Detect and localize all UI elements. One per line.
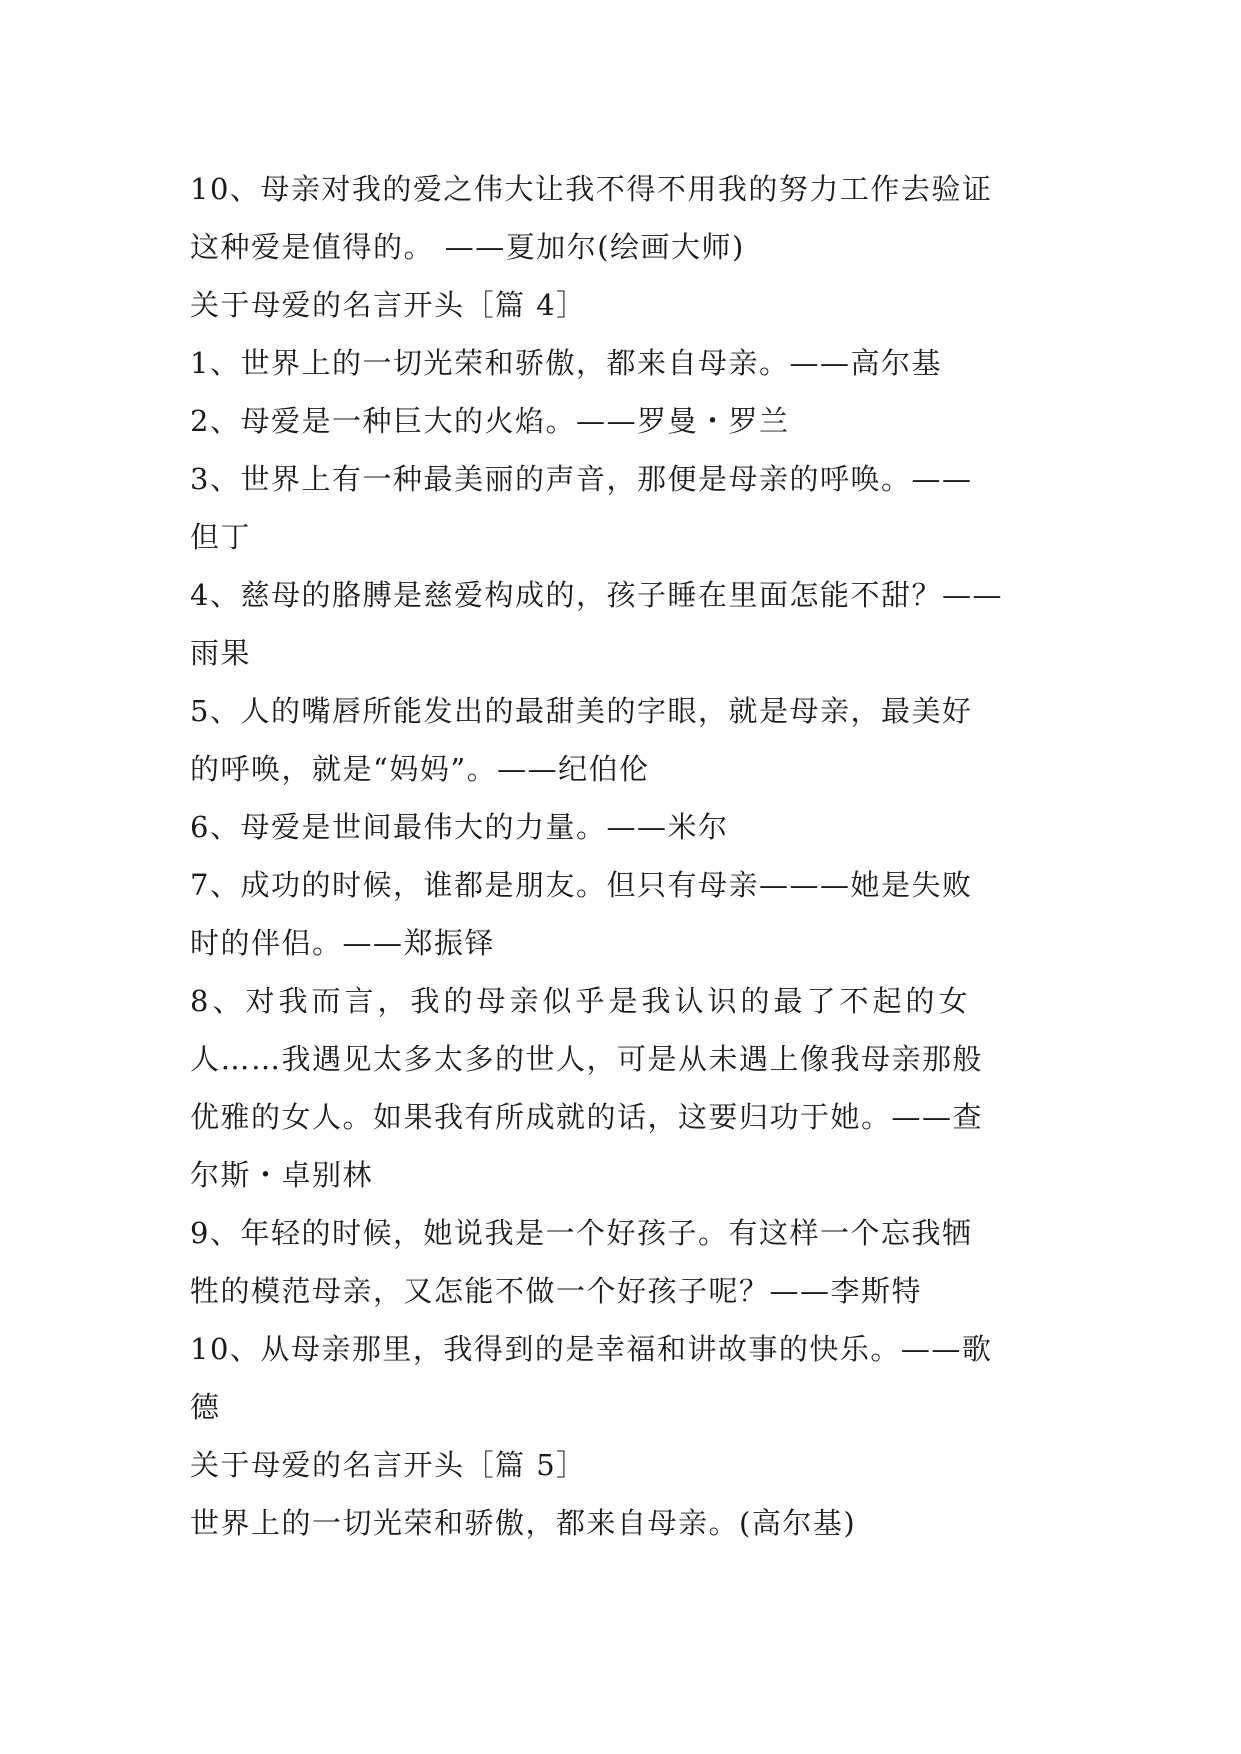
text-line: 人……我遇见太多太多的世人，可是从未遇上像我母亲那般: [190, 1042, 984, 1076]
text-line: 的呼唤，就是“妈妈”。——纪伯伦: [190, 752, 650, 786]
text-line: 1、世界上的一切光荣和骄傲，都来自母亲。——高尔基: [190, 346, 942, 380]
text-line: 德: [190, 1390, 221, 1424]
section-heading: 关于母爱的名言开头［篇 5］: [190, 1448, 587, 1482]
text-line: 但丁: [190, 520, 252, 554]
text-line: 这种爱是值得的。 ——夏加尔(绘画大师): [190, 230, 745, 264]
text-line: 牲的模范母亲，又怎能不做一个好孩子呢？——李斯特: [190, 1274, 923, 1308]
section-heading: 关于母爱的名言开头［篇 4］: [190, 288, 587, 322]
text-line: 世界上的一切光荣和骄傲，都来自母亲。(高尔基): [190, 1506, 857, 1540]
text-line: 9、年轻的时候，她说我是一个好孩子。有这样一个忘我牺: [190, 1216, 973, 1250]
text-line: 雨果: [190, 636, 252, 670]
text-line: 3、世界上有一种最美丽的声音，那便是母亲的呼唤。——: [190, 462, 973, 496]
text-line: 2、母爱是一种巨大的火焰。——罗曼・罗兰: [190, 404, 790, 438]
text-line: 4、慈母的胳膊是慈爱构成的，孩子睡在里面怎能不甜？——: [190, 578, 1003, 612]
text-line: 8、对我而言，我的母亲似乎是我认识的最了不起的女: [190, 984, 972, 1018]
text-line: 7、成功的时候，谁都是朋友。但只有母亲———她是失败: [190, 868, 973, 902]
text-line: 优雅的女人。如果我有所成就的话，这要归功于她。——查: [190, 1100, 984, 1134]
text-line: 10、从母亲那里，我得到的是幸福和讲故事的快乐。——歌: [190, 1332, 993, 1366]
text-line: 5、人的嘴唇所能发出的最甜美的字眼，就是母亲，最美好: [190, 694, 973, 728]
document-body: [190, 160, 1060, 1552]
text-line: 尔斯・卓别林: [190, 1158, 374, 1192]
text-line: 10、母亲对我的爱之伟大让我不得不用我的努力工作去验证: [190, 172, 993, 206]
text-line: 时的伴侣。——郑振铎: [190, 926, 496, 960]
text-line: 6、母爱是世间最伟大的力量。——米尔: [190, 810, 729, 844]
